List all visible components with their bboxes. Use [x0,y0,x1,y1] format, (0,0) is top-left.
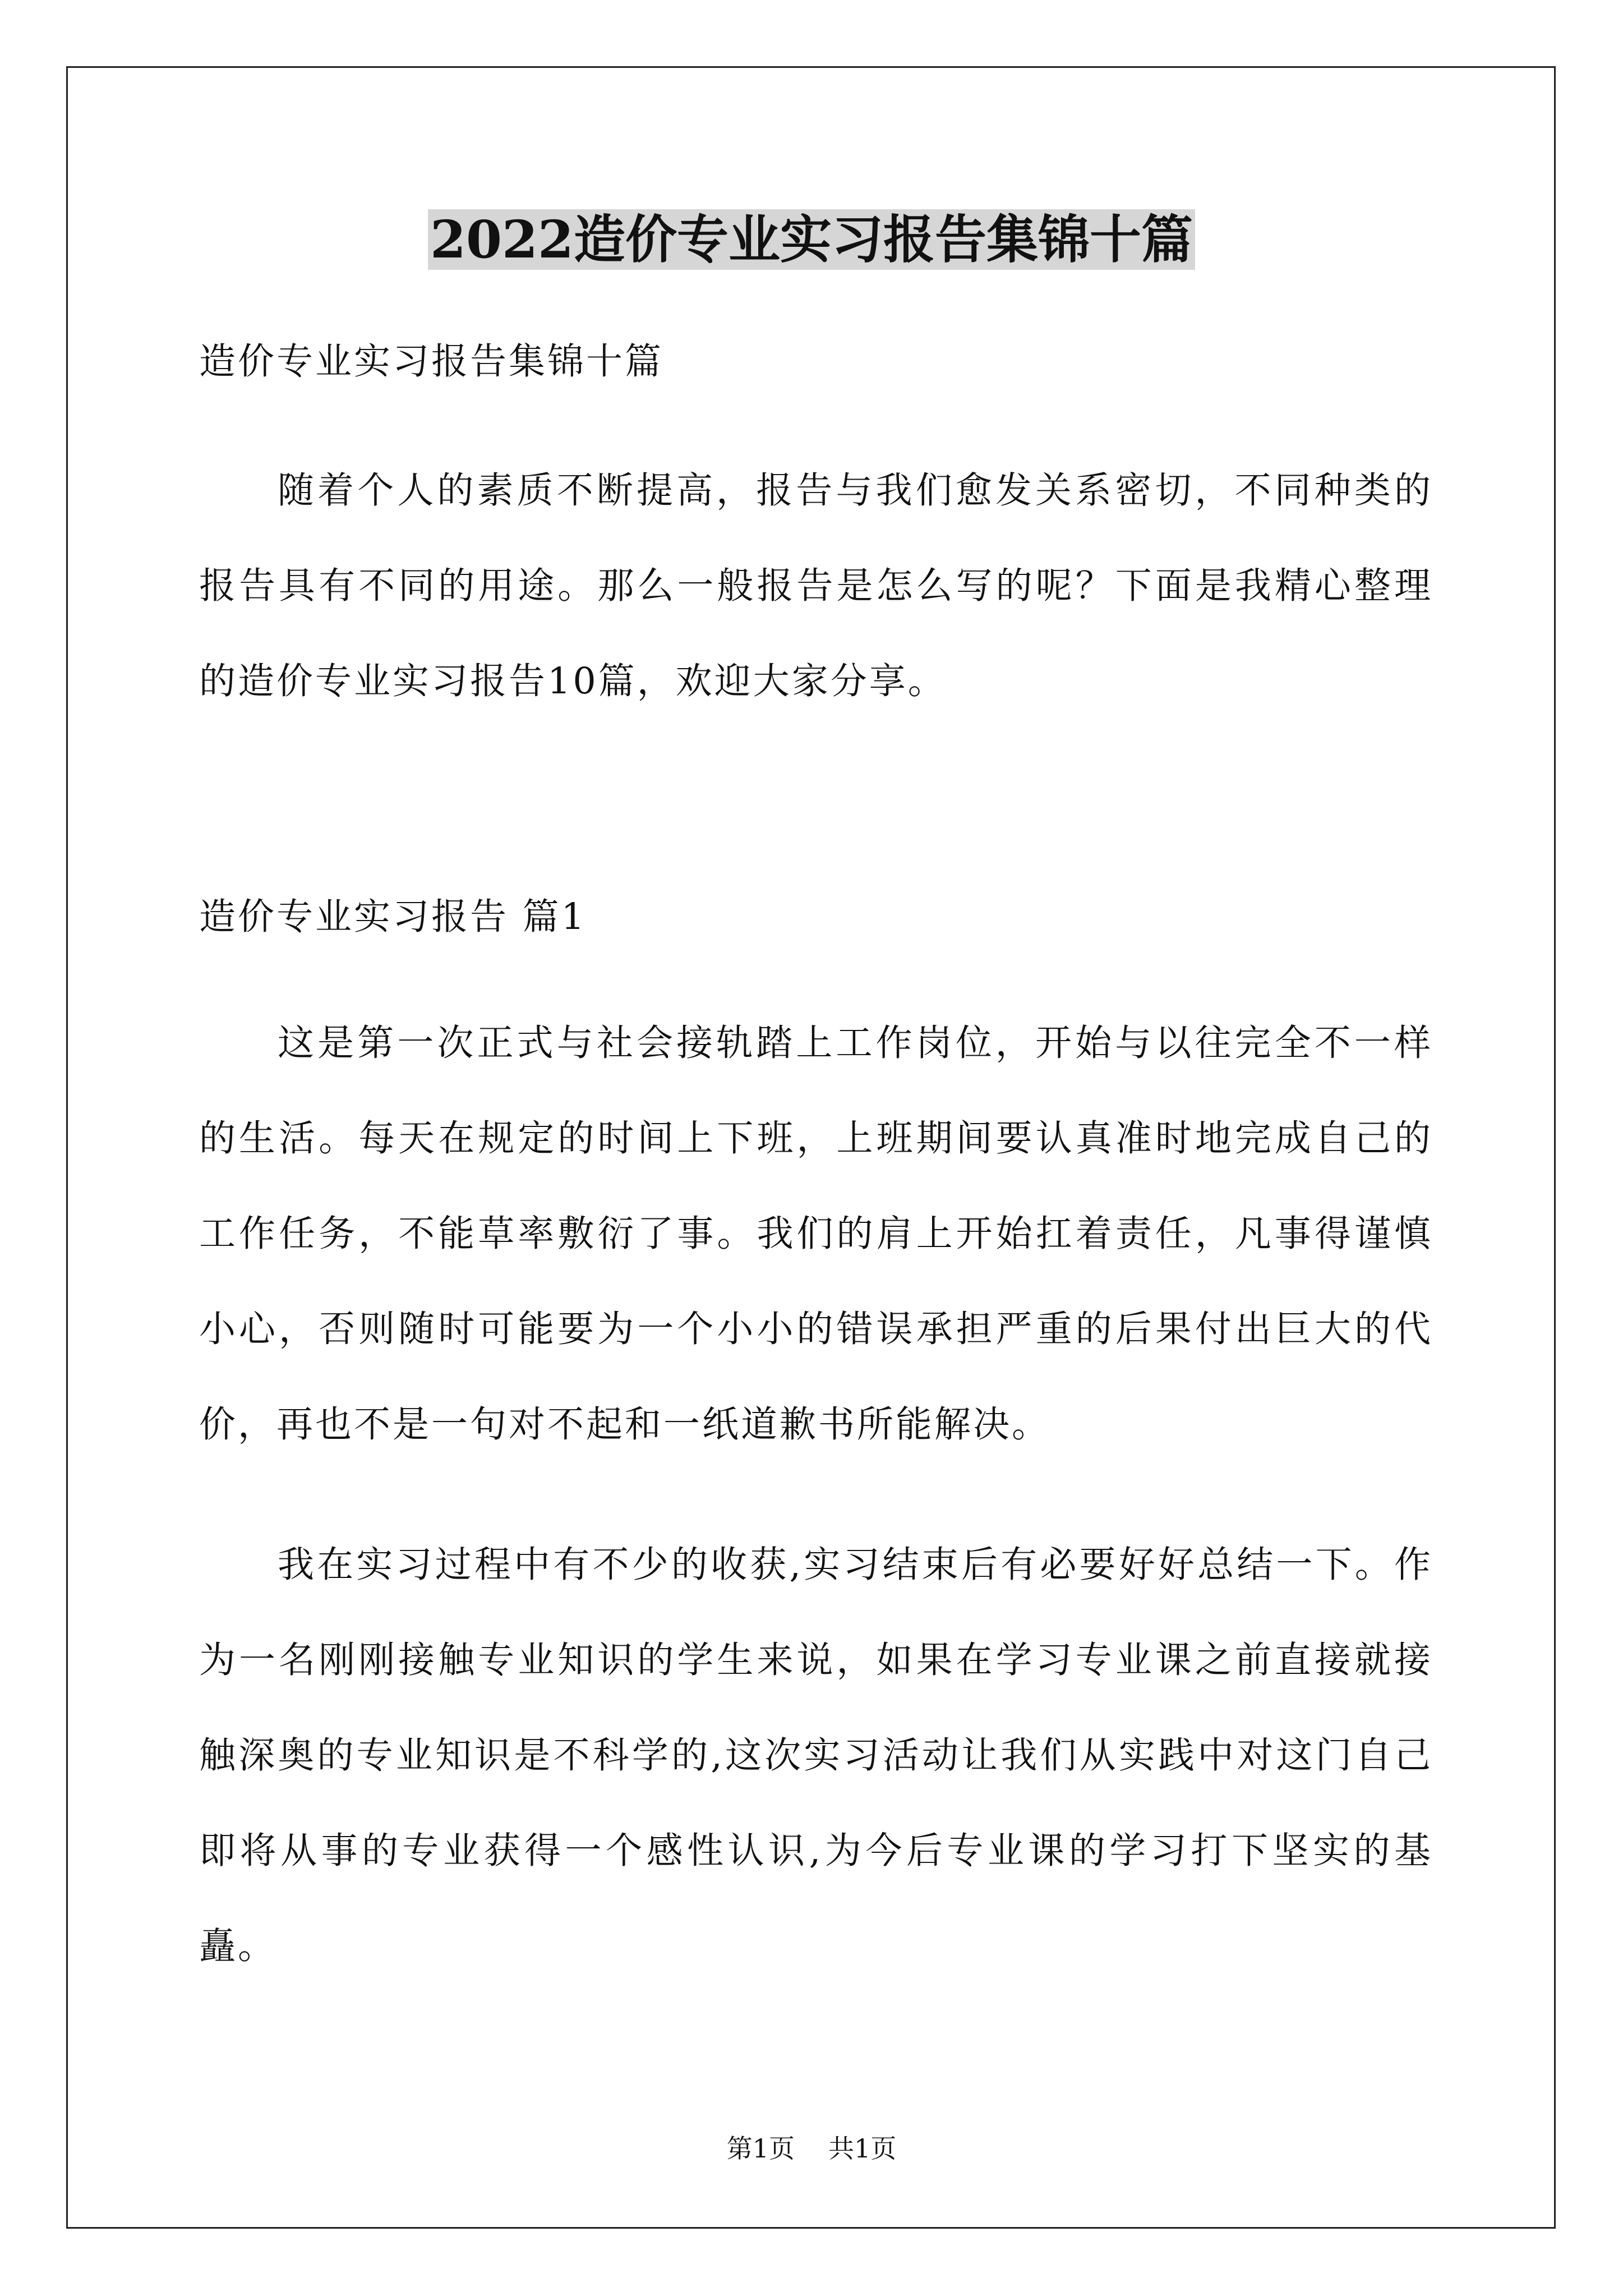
page-footer [0,2132,1623,2165]
document-title-text: 2022造价专业实习报告集锦十篇 [428,209,1195,270]
document-subtitle: 造价专业实习报告集锦十篇 [199,341,664,383]
page-number-total: 共1页 [828,2133,897,2164]
intro-paragraph: 随着个人的素质不断提高，报告与我们愈发关系密切，不同种类的报告具有不同的用途。那么一般报告是怎么写的呢？下面是我精心整理的造价专业实习报告10篇，欢迎大家分享。 [199,470,1433,702]
document-title [0,203,1623,276]
section-heading: 造价专业实习报告 篇1 [199,896,587,938]
body-paragraph-1: 这是第一次正式与社会接轨踏上工作岗位，开始与以往完全不一样的生活。每天在规定的时间上下班，上班期间要认真准时地完成自己的工作任务，不能草率敷衍了事。我们的肩上开始扛着责任，凡事得谨慎小心，否则随时可能要为一个小小的错误承担严重的后果付出巨大的代价，再也不是一句对不起和一纸道歉书所能解决。 [199,1022,1433,1446]
body-paragraph-2: 我在实习过程中有不少的收获,实习结束后有必要好好总结一下。作为一名刚刚接触专业知识的学生来说，如果在学习专业课之前直接就接触深奥的专业知识是不科学的,这次实习活动让我们从实践中对这门自己即将从事的专业获得一个感性认识,为今后专业课的学习打下坚实的基矗。 [199,1544,1433,1967]
page-number-current: 第1页 [726,2133,795,2164]
